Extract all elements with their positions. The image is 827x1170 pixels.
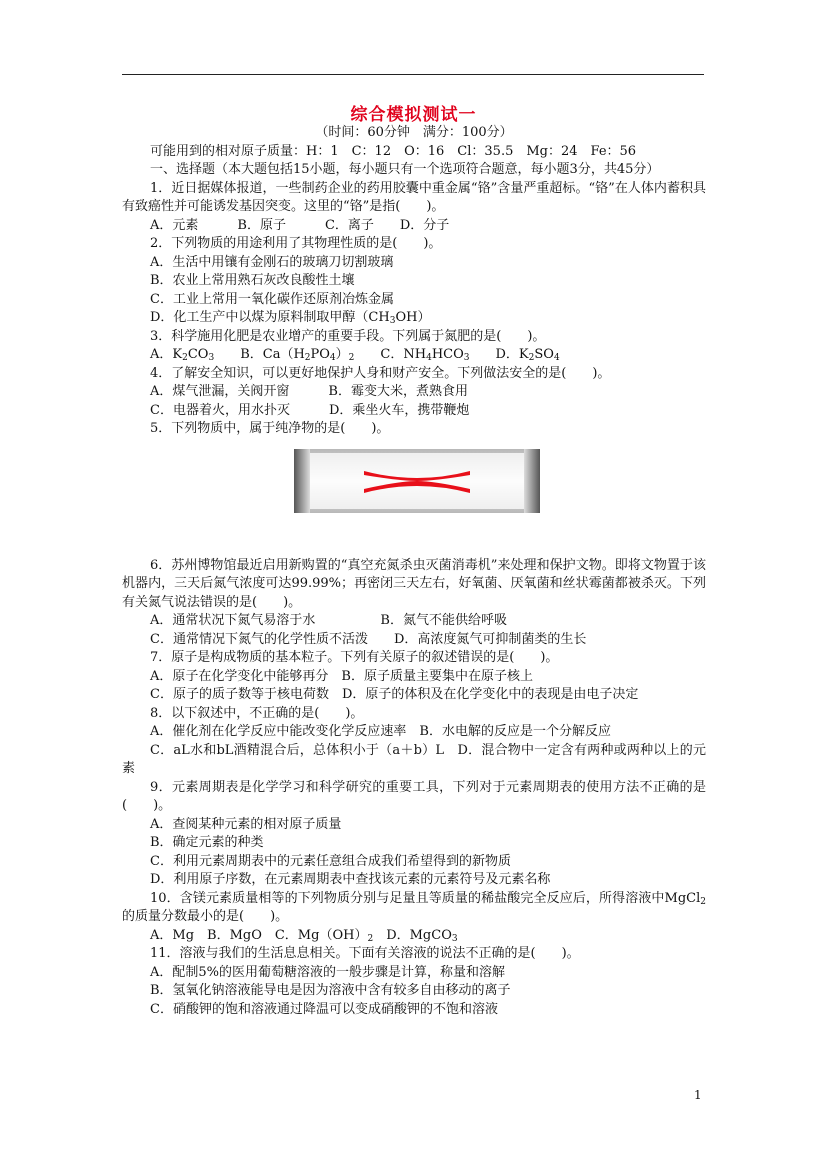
q6-stem: 6．苏州博物馆最近启用新购置的“真空充氮杀虫灭菌消毒机”来处理和保护文物。即将文物置于该机器内，三天后氮气浓度可达99.99%；再密闭三天左右，好氧菌、厌氧菌和丝状霉菌都被杀灭。下列有关氮气说法错误的是( )。 — [122, 557, 706, 610]
q11-stem: 11．溶液与我们的生活息息相关。下面有关溶液的说法不正确的是( )。 — [150, 946, 580, 961]
q9-option-d: D．利用原子序数，在元素周期表中查找该元素的元素符号及元素名称 — [150, 872, 551, 887]
section-heading: 一、选择题（本大题包括15小题，每小题只有一个选项符合题意，每小题3分，共45分） — [150, 162, 660, 177]
subtitle: （时间：60分钟 满分：100分） — [315, 125, 513, 140]
document-body — [122, 124, 706, 1019]
q7-options-ab: A．原子在化学变化中能够再分 B．原子质量主要集中在原子核上 — [150, 668, 533, 684]
page-title: 综合模拟测试一 — [350, 105, 477, 125]
q2-option-c: C．工业上常用一氧化碳作还原剂冶炼金属 — [150, 291, 394, 307]
q3-options: A．$K_2CO_3$ B．$Ca(H_2PO_4)_2$ C．$NH_4HCO_3$ D．$K_2SO_4$ — [150, 347, 560, 363]
broken-image-icon — [294, 449, 540, 513]
page-number: 1 — [694, 1088, 702, 1102]
q8-options-cd: C．aL水和bL酒精混合后，总体积小于（a＋b）L D．混合物中一定含有两种或两种以上的元素 — [122, 742, 706, 776]
q6-options-ab: A．通常状况下氮气易溶于水 B．氮气不能供给呼吸 — [150, 613, 507, 628]
q3-stem: 3．科学施用化肥是农业增产的重要手段。下列属于氮肥的是( )。 — [150, 328, 546, 344]
q8-stem: 8．以下叙述中，不正确的是( )。 — [150, 705, 364, 721]
q11-option-a: A．配制5%的医用葡萄糖溶液的一般步骤是计算，称量和溶解 — [150, 964, 506, 980]
q11-option-b: B．氢氧化钠溶液能导电是因为溶液中含有较多自由移动的离子 — [150, 983, 511, 998]
q11-option-c: C．硝酸钾的饱和溶液通过降温可以变成硝酸钾的不饱和溶液 — [150, 1001, 498, 1017]
q1-stem: 1．近日据媒体报道，一些制药企业的药用胶囊中重金属“铬”含量严重超标。“铬”在人体内蓄积具有致癌性并可能诱发基因突变。这里的“铬”是指( )。 — [122, 180, 706, 214]
atomic-masses: 可能用到的相对原子质量：H：1 C：12 O：16 Cl：35.5 Mg：24 Fe：56 — [150, 143, 637, 159]
q10-options: A．Mg B．MgO C．$Mg(OH)_2$ D．MgCO$_3$ — [150, 927, 458, 944]
q2-option-a: A．生活中用镶有金刚石的玻璃刀切割玻璃 — [150, 254, 394, 270]
q7-options-cd: C．原子的质子数等于核电荷数 D．原子的体积及在化学变化中的表现是由电子决定 — [150, 687, 639, 702]
q9-stem: 9．元素周期表是化学学习和科学研究的重要工具，下列对于元素周期表的使用方法不正确的是( )。 — [122, 779, 706, 813]
q4-stem: 4．了解安全知识，可以更好地保护人身和财产安全。下列做法安全的是( )。 — [150, 365, 611, 381]
q9-option-b: B．确定元素的种类 — [150, 835, 264, 850]
broken-image-placeholder — [122, 449, 706, 543]
q2-option-d: D．化工生产中以煤为原料制取甲醇$(CH_3OH)$ — [150, 310, 431, 326]
q5-stem: 5．下列物质中，属于纯净物的是( )。 — [150, 421, 390, 436]
q7-stem: 7．原子是构成物质的基本粒子。下列有关原子的叙述错误的是( )。 — [150, 650, 559, 665]
q10-stem: 10．含镁元素质量相等的下列物质分别与足量且等质量的稀盐酸完全反应后，所得溶液中MgCl$_2$的质量分数最小的是( )。 — [122, 890, 706, 924]
q4-options-ab: A．煤气泄漏，关阀开窗 B．霉变大米，煮熟食用 — [150, 384, 468, 399]
q9-option-c: C．利用元素周期表中的元素任意组合成我们希望得到的新物质 — [150, 853, 511, 869]
header-rule — [122, 74, 704, 75]
q1-options: A．元素 B．原子 C．离子 D．分子 — [150, 217, 450, 233]
q8-options-ab: A．催化剂在化学反应中能改变化学反应速率 B．水电解的反应是一个分解反应 — [150, 724, 611, 739]
q9-option-a: A．查阅某种元素的相对原子质量 — [150, 816, 342, 832]
q6-options-cd: C．通常情况下氮气的化学性质不活泼 D．高浓度氮气可抑制菌类的生长 — [150, 631, 587, 647]
q2-stem: 2．下列物质的用途利用了其物理性质的是( )。 — [150, 236, 442, 251]
q2-option-b: B．农业上常用熟石灰改良酸性土壤 — [150, 273, 355, 288]
q4-options-cd: C．电器着火，用水扑灭 D．乘坐火车，携带鞭炮 — [150, 402, 470, 418]
